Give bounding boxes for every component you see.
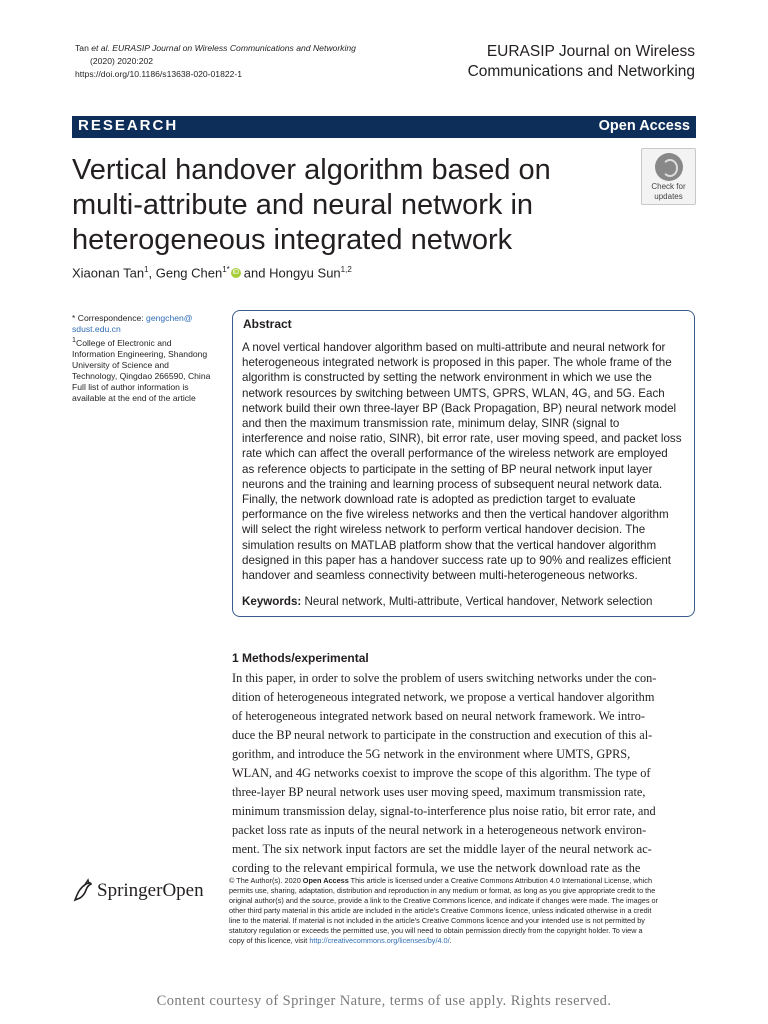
courtesy-notice: Content courtesy of Springer Nature, terms of use apply. Rights reserved. — [156, 993, 612, 1009]
author-list: Xiaonan Tan$^1$, Geng Chen$^{1*}$ iD and Hongyu Sun$^{1,2}$ — [72, 265, 352, 281]
correspondence-email[interactable]: gengchen@ — [146, 313, 193, 323]
body-line: duce the BP neural network to participate in the construction and execution of this al- — [232, 728, 653, 742]
license-line: permits use, sharing, adaptation, distribution and reproduction in any medium or format, as long as you give appropriate credit to the — [229, 886, 656, 895]
body-text — [232, 669, 694, 878]
affiliation-line: Information Engineering, Shandong — [72, 348, 208, 359]
affiliation-line: Full list of author information is — [72, 381, 189, 392]
author-affil-sup: 1 — [144, 265, 149, 274]
license-open-access: Open Access — [302, 876, 349, 885]
journal-name-line-1: EURASIP Journal on Wireless — [486, 43, 695, 60]
citation-line-1 — [75, 42, 405, 55]
affiliation-text: College of Electronic and — [75, 337, 172, 348]
article-title — [72, 153, 592, 258]
citation-author: Tan — [75, 43, 89, 53]
body-line: minimum transmission delay, signal-to-interference plus noise ratio, bit error rate, and — [232, 804, 656, 818]
abstract-heading: Abstract — [243, 317, 292, 331]
abstract-line: will select the right wireless network to perform vertical handover decision. The — [242, 523, 646, 537]
affiliation-sup: 1 — [72, 336, 76, 344]
citation-doi-link[interactable]: https://doi.org/10.1186/s13638-020-01822-1 — [75, 69, 243, 79]
abstract-line: network resources by switching between UMTS, GPRS, WLAN, 4G, and 5G. Each — [242, 386, 665, 400]
abstract-line: as reference objects to participate in the setting of BP neural network input layer — [242, 462, 653, 476]
logo-text — [97, 880, 204, 902]
article-type-banner — [72, 116, 696, 138]
title-line: multi-attribute and neural network in — [72, 189, 534, 221]
springer-open-logo — [72, 877, 222, 907]
citation-block — [75, 42, 405, 81]
citation-volume: (2020) 2020:202 — [90, 56, 154, 66]
check-for-updates-line-1: Check for — [651, 182, 686, 191]
section-heading: 1 Methods/experimental — [232, 651, 369, 665]
abstract-box — [232, 310, 695, 617]
license-line: statutory regulation or exceeds the permitted use, you will need to obtain permission directly from the copyright holder. To view a — [229, 926, 643, 935]
check-for-updates-line-2: updates — [654, 192, 683, 201]
body-line: of heterogeneous integrated network based on neural network framework. We intro- — [232, 709, 645, 723]
license-line — [229, 936, 695, 946]
abstract-line: simulation results on MATLAB platform show that the vertical handover algorithm — [242, 538, 657, 552]
keywords-list: Neural network, Multi-attribute, Vertical handover, Network selection — [301, 595, 653, 608]
license-text-span: This article is licensed under a Creative Commons Attribution 4.0 International License, which — [348, 876, 653, 885]
logo-open-text: Open — [162, 880, 204, 901]
journal-name-line-2: Communications and Networking — [467, 63, 695, 80]
body-line: three-layer BP neural network uses user moving speed, maximum transmission rate, — [232, 785, 646, 799]
affiliation-line: available at the end of the article — [72, 392, 196, 403]
correspondence-label: * Correspondence: — [72, 313, 147, 323]
license-url-link[interactable]: http://creativecommons.org/licenses/by/4.0/ — [309, 936, 450, 945]
correspondence-email[interactable]: sdust.edu.cn — [72, 324, 121, 334]
abstract-line: Finally, the network download rate is adopted as prediction target to evaluate — [242, 493, 636, 507]
author-name: Xiaonan Tan — [72, 265, 145, 281]
abstract-line: performance on the five wireless networks and then the vertical handover algorithm — [242, 508, 669, 522]
affiliation-line: Technology, Qingdao 266590, China — [72, 370, 211, 381]
orcid-icon[interactable]: iD — [232, 268, 240, 276]
abstract-line: algorithm is constructed by setting the network environment in which we use the — [242, 371, 652, 385]
affiliation-block — [72, 313, 222, 404]
keywords-label: Keywords: — [242, 595, 302, 608]
body-line: gorithm, and introduce the 5G network in the environment where UMTS, GPRS, — [232, 747, 631, 761]
body-line: packet loss rate as inputs of the neural network in a heterogeneous network environ- — [232, 823, 647, 837]
body-line: ment. The six network input factors are set the middle layer of the neural network ac- — [232, 842, 652, 856]
license-text-span: copy of this licence, visit — [229, 936, 310, 945]
abstract-line: rate which can affect the overall performance of the wireless network are employed — [242, 447, 668, 461]
abstract-line: neurons and the training and learning process of subsequent neural network data. — [242, 477, 663, 491]
license-text-span: . — [449, 936, 452, 945]
author-affil-sup: 1* — [222, 265, 230, 274]
springer-horse-icon — [72, 878, 94, 904]
license-line — [229, 876, 695, 886]
check-for-updates-icon — [655, 153, 683, 181]
affiliation-line — [72, 335, 222, 349]
keywords-line — [242, 595, 652, 608]
license-prefix: © The Author(s). 2020 — [229, 876, 303, 885]
abstract-line: handover and seamless connectivity between multi-heterogeneous networks. — [242, 569, 638, 583]
open-access-label: Open Access — [598, 118, 690, 134]
author-name: Geng Chen — [155, 265, 223, 281]
license-line: line to the material. If material is not included in the article's Creative Commons licence and your intended use is not permitted by — [229, 916, 645, 925]
license-line: original author(s) and the source, provide a link to the Creative Commons licence, and indicate if changes were made. The images or — [229, 896, 658, 905]
citation-journal: EURASIP Journal on Wireless Communications and Networking — [112, 43, 356, 53]
body-line: dition of heterogeneous integrated network, we propose a vertical handover algorithm — [232, 690, 655, 704]
license-text — [229, 876, 695, 946]
abstract-line: designed in this paper has a handover success rate up to 90% and realizes efficient — [242, 553, 672, 567]
correspondence-line — [72, 313, 222, 324]
body-line: cording to the relevant empirical formula, we use the network download rate as the — [232, 861, 641, 875]
body-line: WLAN, and 4G networks coexist to improve the scope of this algorithm. The type of — [232, 766, 651, 780]
abstract-line: A novel vertical handover algorithm based on multi-attribute and neural network for — [242, 341, 666, 354]
abstract-text — [242, 340, 689, 583]
citation-etal: et al. — [91, 43, 110, 53]
title-line: Vertical handover algorithm based on — [72, 154, 551, 186]
affiliation-line: University of Science and — [72, 359, 169, 370]
author-affil-sup: 1,2 — [340, 265, 352, 274]
abstract-line: network build their own three-layer BP (Back Propagation, BP) neural network model — [242, 401, 677, 415]
author-name: and Hongyu Sun — [243, 265, 341, 281]
body-line: In this paper, in order to solve the problem of users switching networks under the con- — [232, 671, 657, 685]
title-line: heterogeneous integrated network — [72, 224, 513, 256]
abstract-line: heterogeneous integrated network is proposed in this paper. The whole frame of the — [242, 356, 672, 370]
logo-springer-text: Springer — [97, 880, 163, 901]
journal-name — [468, 42, 695, 82]
license-line: other third party material in this article are included in the article's Creative Commons licence, unless indicated otherwise in a credit — [229, 906, 652, 915]
abstract-line: and then the maximum transmission rate, minimum delay, SINR (signal to — [242, 417, 620, 431]
abstract-line: interference and noise ratio, SINR), bit error rate, user moving speed, and packet loss — [242, 432, 682, 446]
article-type-label: RESEARCH — [78, 117, 179, 134]
check-for-updates-button[interactable] — [641, 148, 696, 205]
